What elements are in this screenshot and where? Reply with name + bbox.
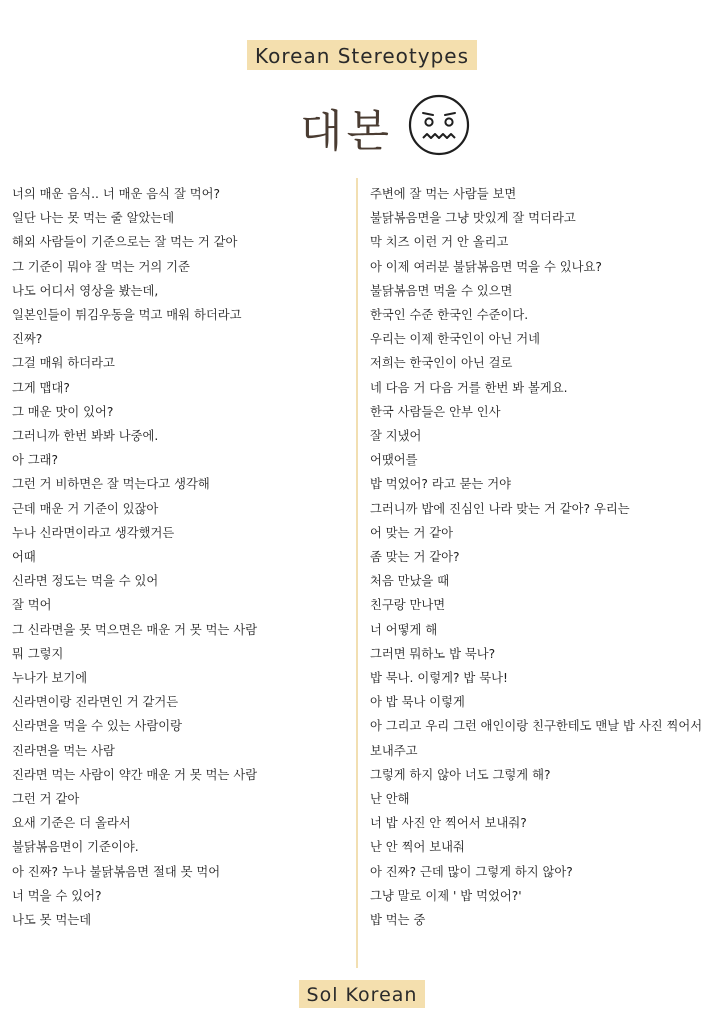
dialogue-line: 보내주고 [370, 743, 418, 758]
dialogue-line: 난 안 찍어 보내줘 [370, 840, 465, 855]
right-dialogue-column [370, 182, 722, 932]
dialogue-line: 불닭볶음면이 기준이야. [12, 840, 139, 855]
dialogue-line: 난 안해 [370, 792, 410, 807]
dialogue-line: 처음 만났을 때 [370, 574, 450, 589]
dialogue-line: 해외 사람들이 기준으로는 잘 먹는 거 같아 [12, 235, 238, 250]
footer-label: Sol Korean [299, 980, 426, 1008]
dialogue-line: 나도 어디서 영상을 봤는데, [12, 283, 159, 298]
dialogue-line: 일본인들이 튀김우동을 먹고 매워 하더라고 [12, 308, 242, 323]
dialogue-line: 밥 먹는 중 [370, 913, 426, 928]
dialogue-line: 잘 먹어 [12, 598, 52, 613]
dialogue-line: 진라면 먹는 사람이 약간 매운 거 못 먹는 사람 [12, 767, 258, 782]
dialogue-line: 그걸 매워 하더라고 [12, 356, 115, 371]
dialogue-line: 그러면 뭐하노 밥 묵나? [370, 646, 496, 661]
dialogue-line: 한국 사람들은 안부 인사 [370, 404, 501, 419]
dialogue-line: 일단 나는 못 먹는 줄 알았는데 [12, 211, 175, 226]
dialogue-line: 우리는 이제 한국인이 아닌 거네 [370, 332, 541, 347]
dialogue-line: 진라면을 먹는 사람 [12, 743, 115, 758]
page-title: Korean Stereotypes [247, 40, 477, 70]
dialogue-line: 너 어떻게 해 [370, 622, 438, 637]
dialogue-line: 그런 거 비하면은 잘 먹는다고 생각해 [12, 477, 210, 492]
title-banner [0, 40, 724, 70]
dialogue-line: 근데 매운 거 기준이 있잖아 [12, 501, 159, 516]
dialogue-line: 그 매운 맛이 있어? [12, 404, 114, 419]
dialogue-line: 신라면 정도는 먹을 수 있어 [12, 574, 159, 589]
dialogue-line: 밥 먹었어? 라고 묻는 거야 [370, 477, 511, 492]
dialogue-line: 어 맞는 거 같아 [370, 525, 453, 540]
dialogue-line: 그러니까 밥에 진심인 나라 맞는 거 같아? 우리는 [370, 501, 630, 516]
dialogue-line: 너 먹을 수 있어? [12, 888, 102, 903]
dialogue-line: 요새 기준은 더 올라서 [12, 816, 131, 831]
dialogue-line: 좀 맞는 거 같아? [370, 550, 460, 565]
dialogue-line: 그게 맵대? [12, 380, 70, 395]
dialogue-line: 그 기준이 뭐야 잘 먹는 거의 기준 [12, 259, 190, 274]
dialogue-line: 누나가 보기에 [12, 671, 88, 686]
dialogue-line: 너의 매운 음식.. 너 매운 음식 잘 먹어? [12, 187, 221, 201]
dialogue-line: 신라면을 먹을 수 있는 사람이랑 [12, 719, 183, 734]
dialogue-line: 어땠어를 [370, 453, 418, 468]
dialogue-line: 아 밥 묵나 이렇게 [370, 695, 465, 710]
column-divider [356, 178, 358, 968]
dialogue-line: 그런 거 같아 [12, 792, 80, 807]
left-dialogue-column [12, 182, 342, 932]
dialogue-line: 뭐 그렇지 [12, 646, 64, 661]
dialogue-line: 네 다음 거 다음 거를 한번 봐 볼게요. [370, 380, 568, 395]
dialogue-line: 아 이제 여러분 불닭볶음면 먹을 수 있나요? [370, 259, 602, 274]
dialogue-line: 밥 묵나. 이렇게? 밥 묵나! [370, 671, 508, 686]
dialogue-line: 그냥 말로 이제 ' 밥 먹었어?' [370, 888, 522, 903]
dialogue-line: 저희는 한국인이 아닌 걸로 [370, 356, 513, 371]
footer-banner [0, 980, 724, 1008]
script-heading: 대본 [300, 106, 394, 157]
dialogue-line: 아 그리고 우리 그런 애인이랑 친구한테도 맨날 밥 사진 찍어서 [370, 719, 703, 734]
dialogue-line: 어때 [12, 550, 36, 565]
dialogue-line: 아 그래? [12, 453, 59, 468]
dialogue-line: 아 진짜? 누나 불닭볶음면 절대 못 먹어 [12, 864, 221, 879]
dialogue-line: 신라면이랑 진라면인 거 같거든 [12, 695, 179, 710]
dialogue-line: 주변에 잘 먹는 사람들 보면 [370, 187, 517, 201]
dialogue-line: 불닭볶음면 먹을 수 있으면 [370, 283, 513, 298]
dialogue-line: 너 밥 사진 안 찍어서 보내줘? [370, 816, 527, 831]
dialogue-line: 그렇게 하지 않아 너도 그렇게 해? [370, 767, 551, 782]
heading-row [300, 92, 471, 162]
dialogue-line: 그러니까 한번 봐봐 나중에. [12, 429, 159, 444]
dialogue-line: 아 진짜? 근데 많이 그렇게 하지 않아? [370, 864, 573, 879]
dialogue-line: 잘 지냈어 [370, 429, 422, 444]
dialogue-line: 그 신라면을 못 먹으면은 매운 거 못 먹는 사람 [12, 622, 258, 637]
dialogue-line: 나도 못 먹는데 [12, 913, 92, 928]
dialogue-line: 한국인 수준 한국인 수준이다. [370, 308, 529, 323]
dialogue-line: 불닭볶음면을 그냥 맛있게 잘 먹더라고 [370, 211, 576, 226]
dialogue-line: 진짜? [12, 332, 43, 347]
nervous-face-icon [407, 93, 471, 161]
dialogue-line: 막 치즈 이런 거 안 올리고 [370, 235, 509, 250]
dialogue-line: 친구랑 만나면 [370, 598, 446, 613]
dialogue-line: 누나 신라면이라고 생각했거든 [12, 525, 175, 540]
